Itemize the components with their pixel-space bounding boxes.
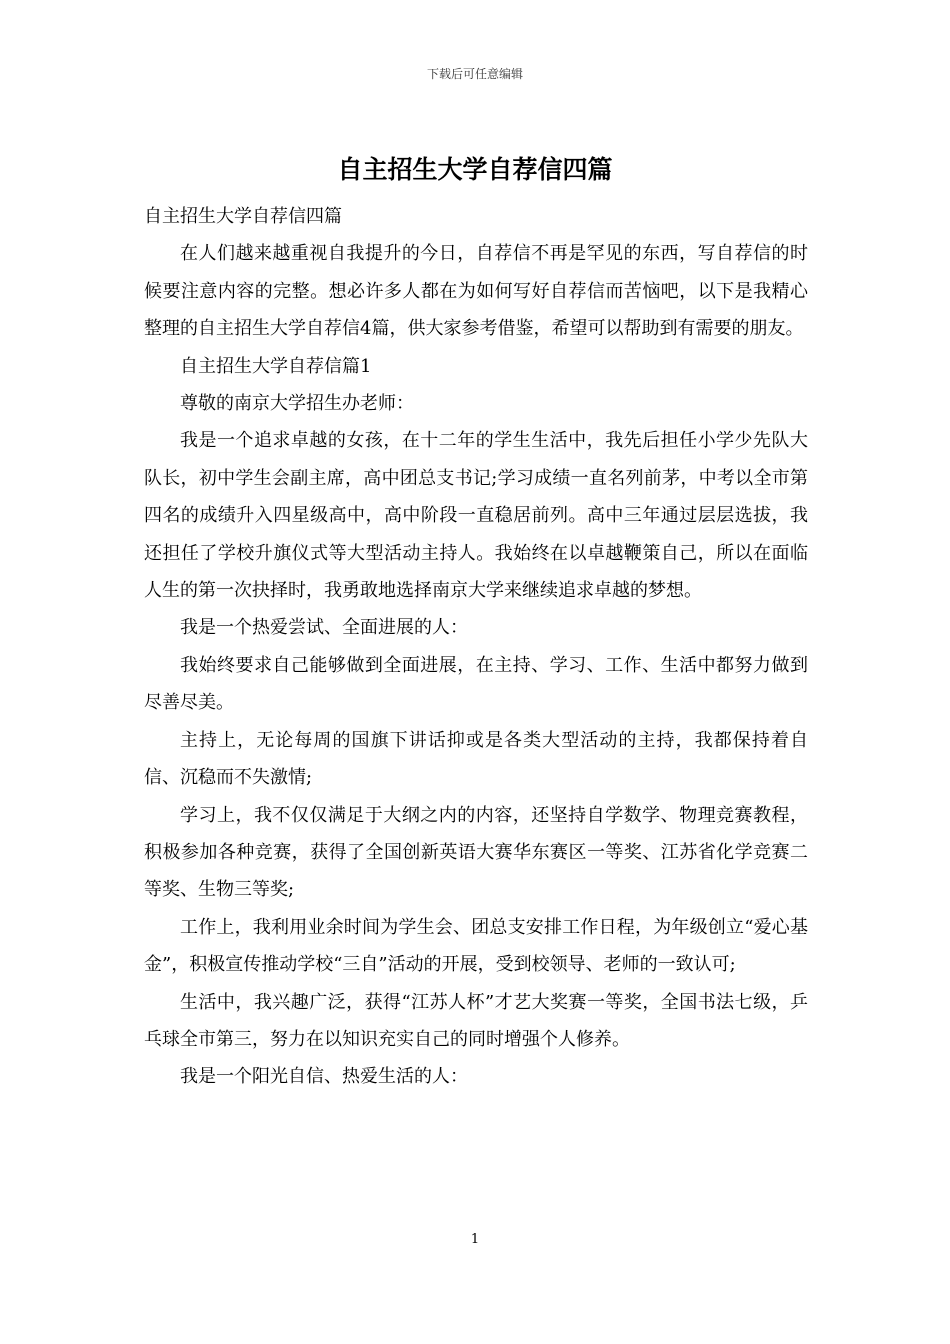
paragraph: 自主招生大学自荐信篇1 [180,355,372,377]
paragraph: 尊敬的南京大学招生办老师： [180,393,414,415]
paragraph: 在人们越来越重视自我提升的今日，自荐信不再是罕见的东西，写自荐信的时候要注意内容的完整。想必许多人都在为如何写好自荐信而苦恼吧，以下是我精心整理的自主招生大学自荐信4篇，供大家参考借鉴，希望可以帮助到有需要的朋友。 [144,243,808,340]
paragraph: 学习上，我不仅仅满足于大纲之内的内容，还坚持自学数学、物理竞赛教程，积极参加各种竞赛，获得了全国创新英语大赛华东赛区一等奖、江苏省化学竞赛二等奖、生物三等奖; [144,804,808,901]
paragraph: 我始终要求自己能够做到全面进展，在主持、学习、工作、生活中都努力做到尽善尽美。 [144,654,808,714]
paragraph: 自主招生大学自荐信四篇 [144,206,342,227]
paragraph: 我是一个追求卓越的女孩，在十二年的学生生活中，我先后担任小学少先队大队长，初中学生会副主席，高中团总支书记;学习成绩一直名列前茅，中考以全市第四名的成绩升入四星级高中，高中阶段一直稳居前列。高中三年通过层层选拔，我还担任了学校升旗仪式等大型活动主持人。我始终在以卓越鞭策自己，所以在面临人生的第一次抉择时，我勇敢地选择南京大学来继续追求卓越的梦想。 [144,430,808,602]
paragraph: 我是一个阳光自信、热爱生活的人： [180,1066,468,1088]
paragraph: 工作上，我利用业余时间为学生会、团总支安排工作日程，为年级创立“爱心基金”，积极宣传推动学校“三自”活动的开展，受到校领导、老师的一致认可; [144,916,808,976]
header-note: 下载后可任意编辑 [426,67,523,81]
document-body [144,198,808,1096]
paragraph: 主持上，无论每周的国旗下讲话抑或是各类大型活动的主持，我都保持着自信、沉稳而不失激情; [144,729,808,789]
page-number: 1 [470,1232,480,1247]
paragraph: 我是一个热爱尝试、全面进展的人： [180,617,468,639]
paragraph: 生活中，我兴趣广泛，获得“江苏人杯”才艺大奖赛一等奖，全国书法七级，乒乓球全市第三，努力在以知识充实自己的同时增强个人修养。 [144,991,808,1050]
document-title: 自主招生大学自荐信四篇 [337,155,613,184]
